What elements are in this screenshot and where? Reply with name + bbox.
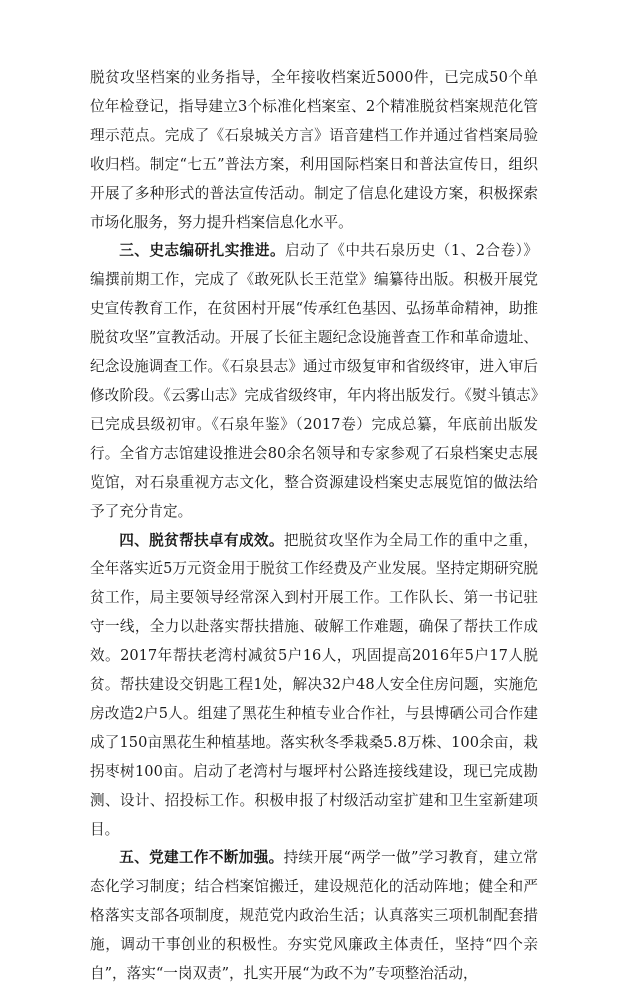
paragraph-party-building xyxy=(90,844,538,989)
section-heading-5: 五、党建工作不断加强。 xyxy=(119,849,284,867)
paragraph-archives-guidance xyxy=(90,64,538,237)
paragraph-body: 启动了《中共石泉历史（1、2合卷）》编撰前期工作，完成了《敢死队长王范堂》编纂待出版。积极开展党史宣传教育工作，在贫困村开展“传承红色基因、弘扬革命精神，助推脱贫攻坚”宣教活动。开展了长征主题纪念设施普查工作和革命遗址、纪念设施调查工作。《石泉县志》通过市级复审和省级终审，进入审后修改阶段。《云雾山志》完成省级终审，年内将出版发行。《熨斗镇志》已完成县级初审。《石泉年鉴》（2017卷）完成总纂，年底前出版发行。全省方志馆建设推进会80余名领导和专家参观了石泉档案史志展览馆，对石泉重视方志文化，整合资源建设档案史志展览馆的做法给予了充分肯定。 xyxy=(90,242,538,520)
paragraph-body: 把脱贫攻坚作为全局工作的重中之重，全年落实近5万元资金用于脱贫工作经费及产业发展。坚持定期研究脱贫工作，局主要领导经常深入到村开展工作。工作队长、第一书记驻守一线，全力以赴落实帮扶措施、破解工作难题，确保了帮扶工作成效。2017年帮扶老湾村减贫5户16人，巩固提高2016年5户17人脱贫。帮扶建设交钥匙工程1处，解决32户48人安全住房问题，实施危房改造2户5人。组建了黑花生种植专业合作社，与县博硒公司合作建成了150亩黑花生种植基地。落实秋冬季栽桑5.8万株、100余亩，栽拐枣树100亩。启动了老湾村与堰坪村公路连接线建设，现已完成勘测、设计、招投标工作。积极申报了村级活动室扩建和卫生室新建项目。 xyxy=(90,531,538,838)
paragraph-history-compilation xyxy=(90,237,538,526)
paragraph-body: 持续开展“两学一做”学习教育，建立常态化学习制度；结合档案馆搬迁，建设规范化的活动阵地；健全和严格落实支部各项制度，规范党内政治生活；认真落实三项机制配套措施，调动干事创业的积极性。夯实党风廉政主体责任，坚持“四个亲自”，落实“一岗双责”，扎实开展“为政不为”专项整治活动， xyxy=(90,849,538,983)
document-body xyxy=(90,64,538,989)
paragraph-poverty-assistance xyxy=(90,527,538,845)
section-heading-4: 四、脱贫帮扶卓有成效。 xyxy=(119,531,284,549)
paragraph-body: 脱贫攻坚档案的业务指导，全年接收档案近5000件，已完成50个单位年检登记，指导建立3个标准化档案室、2个精准脱贫档案规范化管理示范点。完成了《石泉城关方言》语音建档工作并通过省档案局验收归档。制定“七五”普法方案，利用国际档案日和普法宣传日，组织开展了多种形式的普法宣传活动。制定了信息化建设方案，积极探索市场化服务，努力提升档案信息化水平。 xyxy=(90,69,538,231)
section-heading-3: 三、史志编研扎实推进。 xyxy=(119,242,286,260)
